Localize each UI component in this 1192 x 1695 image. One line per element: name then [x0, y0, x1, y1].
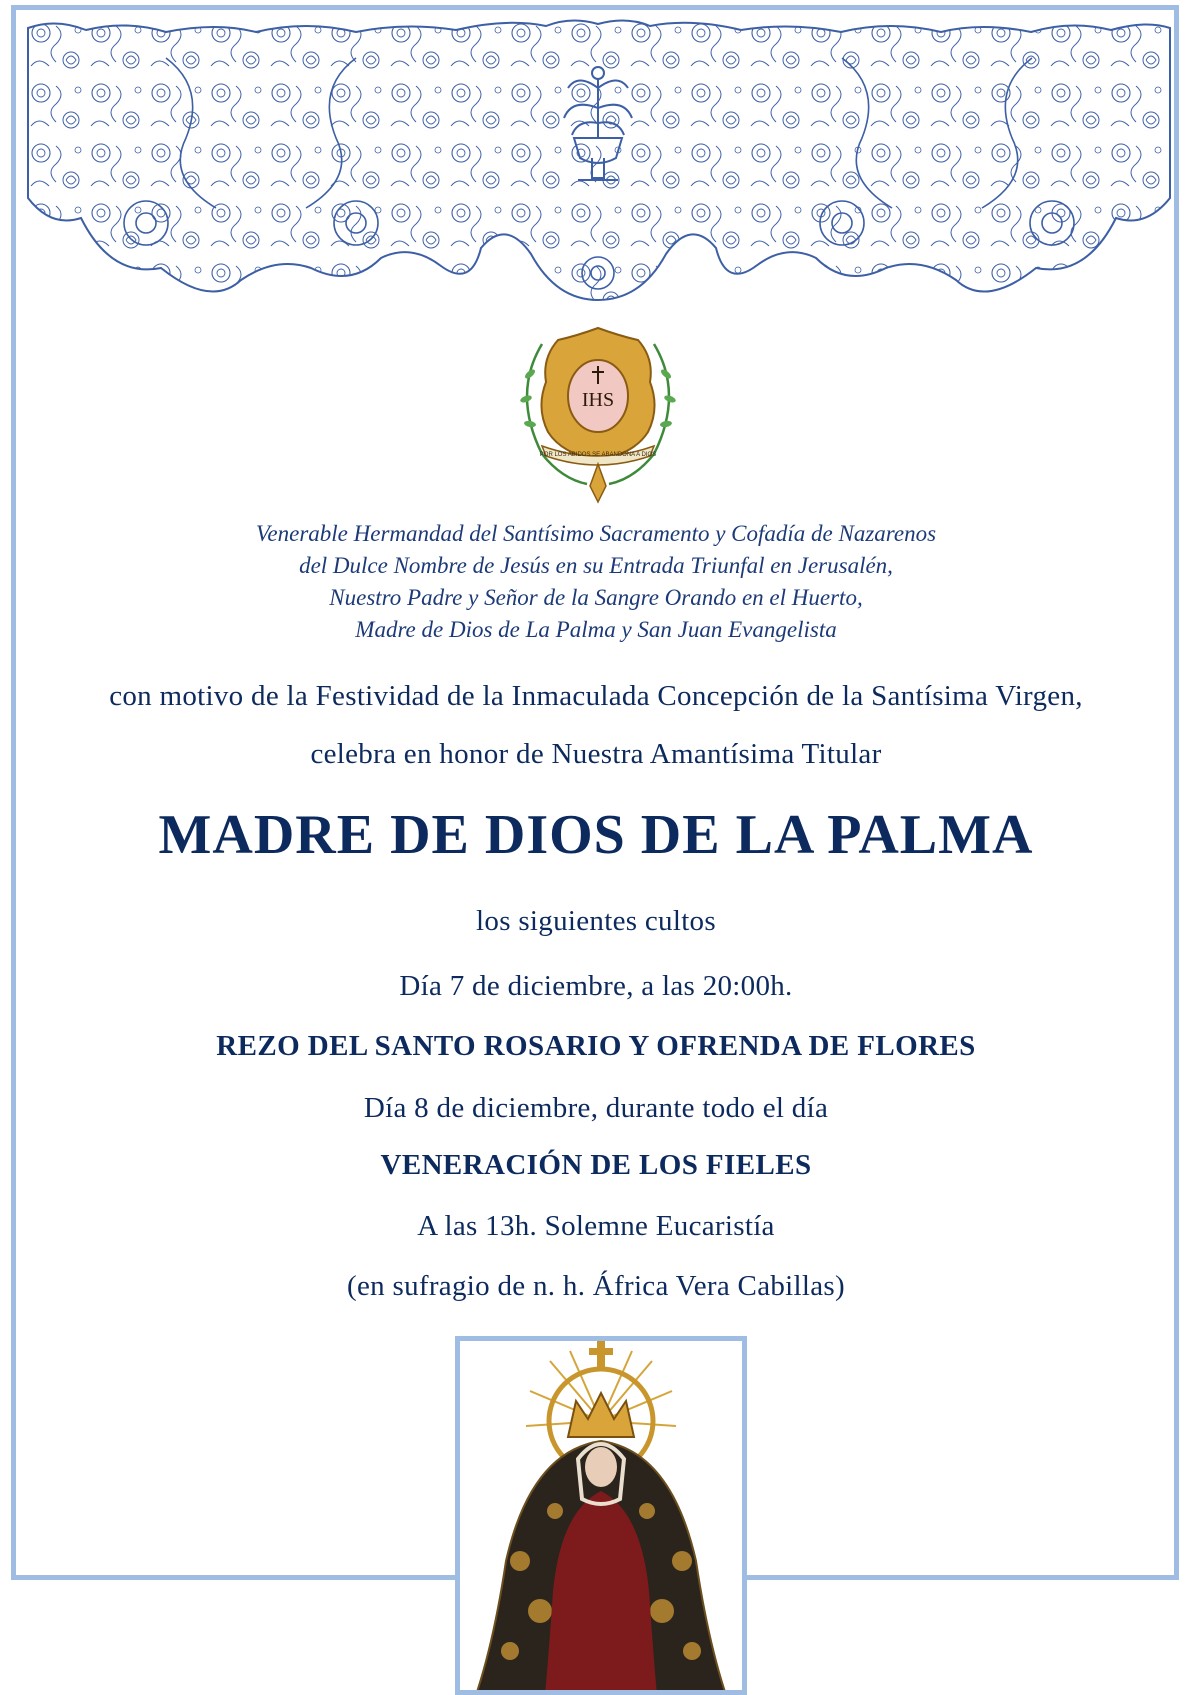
event-day1-act: REZO DEL SANTO ROSARIO Y OFRENDA DE FLORES: [216, 1030, 976, 1062]
event-dedication: (en sufragio de n. h. África Vera Cabillas): [347, 1270, 845, 1302]
virgin-image: [460, 1341, 742, 1695]
intro-line-1: con motivo de la Festividad de la Inmaculada Concepción de la Santísima Virgen,: [109, 680, 1083, 712]
event-day1-date: Día 7 de diciembre, a las 20:00h.: [399, 970, 793, 1002]
main-title: MADRE DE DIOS DE LA PALMA: [158, 804, 1034, 866]
lace-ornament-banner: [26, 18, 1172, 318]
event-day2-act: VENERACIÓN DE LOS FIELES: [380, 1149, 812, 1181]
organization-line: del Dulce Nombre de Jesús en su Entrada Triunfal en Jerusalén,: [299, 553, 893, 578]
organization-line: Nuestro Padre y Señor de la Sangre Orando en el Huerto,: [329, 585, 863, 610]
crest-monogram: IHS: [581, 389, 615, 411]
crest-motto: POR LOS ABIDOS SE ABANDONA A DIOS: [539, 452, 657, 458]
event-mass: A las 13h. Solemne Eucaristía: [417, 1210, 775, 1242]
organization-line: Madre de Dios de La Palma y San Juan Evangelista: [355, 617, 837, 642]
organization-name: [0, 518, 1192, 646]
organization-line: Venerable Hermandad del Santísimo Sacramento y Cofadía de Nazarenos: [255, 521, 937, 546]
brotherhood-crest: [512, 324, 684, 504]
event-day2-date: Día 8 de diciembre, durante todo el día: [363, 1092, 829, 1124]
intro-line-2: celebra en honor de Nuestra Amantísima Titular: [310, 738, 882, 770]
subtitle: los siguientes cultos: [476, 905, 716, 937]
virgin-image-frame: [455, 1336, 747, 1695]
